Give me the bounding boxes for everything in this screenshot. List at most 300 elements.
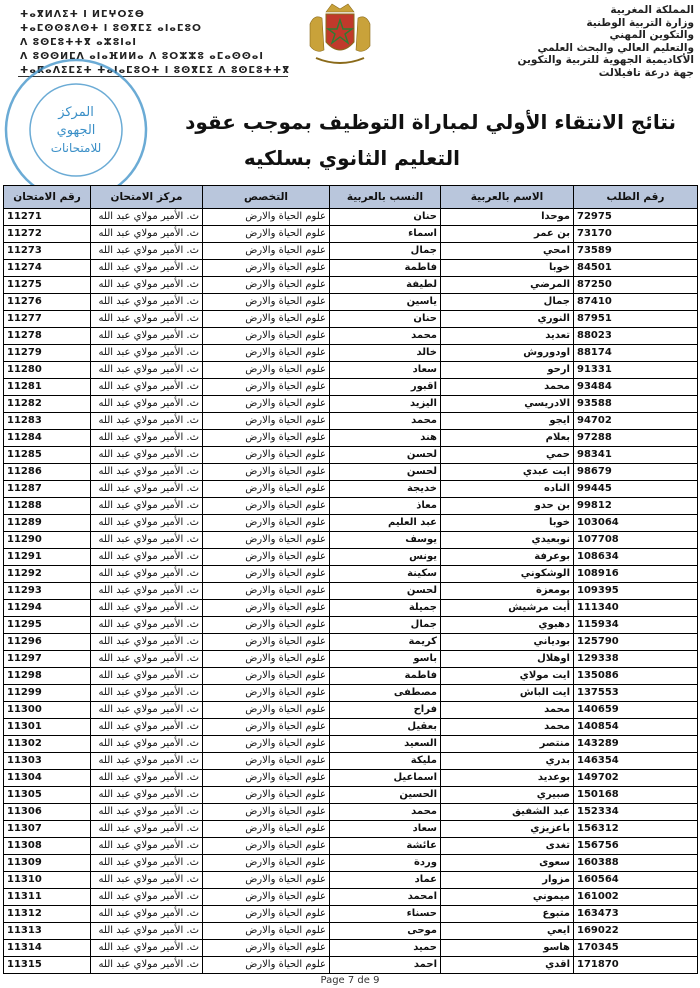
exam-center-cell: ث. الأمير مولاي عبد الله bbox=[91, 634, 203, 651]
exam-center-cell: ث. الأمير مولاي عبد الله bbox=[91, 464, 203, 481]
request-number-cell: 72975 bbox=[574, 209, 698, 226]
ministry-line: والتكوين المهني bbox=[609, 29, 694, 41]
last-name-cell: حنان bbox=[330, 209, 441, 226]
last-name-cell: السعيد bbox=[330, 736, 441, 753]
table-row bbox=[4, 396, 698, 413]
first-name-cell: الوشكوني bbox=[441, 566, 574, 583]
ministry-line: وزارة التربية الوطنية bbox=[586, 16, 694, 29]
first-name-cell: منتصر bbox=[441, 736, 574, 753]
request-number-cell: 107708 bbox=[574, 532, 698, 549]
stamp-text: المركز bbox=[58, 105, 94, 120]
exam-number-cell: 11283 bbox=[4, 413, 91, 430]
exam-number-cell: 11303 bbox=[4, 753, 91, 770]
table-row bbox=[4, 940, 698, 957]
last-name-cell: محمد bbox=[330, 328, 441, 345]
request-number-cell: 125790 bbox=[574, 634, 698, 651]
last-name-cell: الحسين bbox=[330, 787, 441, 804]
last-name-cell: بعقيل bbox=[330, 719, 441, 736]
exam-center-cell: ث. الأمير مولاي عبد الله bbox=[91, 209, 203, 226]
tifinagh-line: ⴷ ⵓⵙⵙⵍⵎⴷ ⴰⵏⴰⴼⵍⵍⴰ ⴷ ⵓⵔⵣⵣⵓ ⴰⵎⴰⵙⵙⴰⵏ bbox=[20, 51, 264, 62]
first-name-cell: تغدى bbox=[441, 838, 574, 855]
last-name-cell: يوسف bbox=[330, 532, 441, 549]
specialty-cell: علوم الحياة والارض bbox=[203, 566, 330, 583]
last-name-cell: عائشة bbox=[330, 838, 441, 855]
exam-center-cell: ث. الأمير مولاي عبد الله bbox=[91, 957, 203, 974]
first-name-cell: صبيري bbox=[441, 787, 574, 804]
specialty-cell: علوم الحياة والارض bbox=[203, 923, 330, 940]
table-row bbox=[4, 311, 698, 328]
table-row bbox=[4, 226, 698, 243]
table-row bbox=[4, 481, 698, 498]
exam-number-cell: 11308 bbox=[4, 838, 91, 855]
exam-center-cell: ث. الأمير مولاي عبد الله bbox=[91, 872, 203, 889]
last-name-cell: ياسين bbox=[330, 294, 441, 311]
document-title: نتائج الانتقاء الأولي لمباراة التوظيف بموجب عقود bbox=[185, 110, 676, 134]
ministry-line: والتعليم العالي والبحث العلمي bbox=[537, 41, 694, 54]
exam-center-cell: ث. الأمير مولاي عبد الله bbox=[91, 685, 203, 702]
request-number-cell: 88174 bbox=[574, 345, 698, 362]
first-name-cell: ايجو bbox=[441, 413, 574, 430]
exam-number-cell: 11305 bbox=[4, 787, 91, 804]
request-number-cell: 161002 bbox=[574, 889, 698, 906]
last-name-cell: احمد bbox=[330, 957, 441, 974]
exam-number-cell: 11271 bbox=[4, 209, 91, 226]
exam-center-cell: ث. الأمير مولاي عبد الله bbox=[91, 311, 203, 328]
first-name-cell: خوبا bbox=[441, 260, 574, 277]
exam-number-cell: 11296 bbox=[4, 634, 91, 651]
request-number-cell: 140854 bbox=[574, 719, 698, 736]
specialty-cell: علوم الحياة والارض bbox=[203, 430, 330, 447]
exam-center-cell: ث. الأمير مولاي عبد الله bbox=[91, 532, 203, 549]
exam-number-cell: 11280 bbox=[4, 362, 91, 379]
table-body bbox=[4, 209, 698, 974]
last-name-cell: لحسن bbox=[330, 447, 441, 464]
exam-number-cell: 11300 bbox=[4, 702, 91, 719]
table-row bbox=[4, 651, 698, 668]
specialty-cell: علوم الحياة والارض bbox=[203, 379, 330, 396]
specialty-cell: علوم الحياة والارض bbox=[203, 243, 330, 260]
table-row bbox=[4, 617, 698, 634]
specialty-cell: علوم الحياة والارض bbox=[203, 209, 330, 226]
exam-center-cell: ث. الأمير مولاي عبد الله bbox=[91, 413, 203, 430]
specialty-cell: علوم الحياة والارض bbox=[203, 957, 330, 974]
request-number-cell: 160388 bbox=[574, 855, 698, 872]
exam-center-cell: ث. الأمير مولاي عبد الله bbox=[91, 243, 203, 260]
last-name-cell: سعاد bbox=[330, 821, 441, 838]
exam-center-cell: ث. الأمير مولاي عبد الله bbox=[91, 855, 203, 872]
table-row bbox=[4, 532, 698, 549]
ministry-line: المملكة المغربية bbox=[610, 4, 694, 16]
first-name-cell: الناده bbox=[441, 481, 574, 498]
last-name-cell: سكينة bbox=[330, 566, 441, 583]
column-header-request-number: رقم الطلب bbox=[574, 186, 698, 209]
last-name-cell: جمال bbox=[330, 243, 441, 260]
exam-number-cell: 11315 bbox=[4, 957, 91, 974]
exam-number-cell: 11306 bbox=[4, 804, 91, 821]
last-name-cell: خديجة bbox=[330, 481, 441, 498]
exam-center-cell: ث. الأمير مولاي عبد الله bbox=[91, 379, 203, 396]
table-row bbox=[4, 957, 698, 974]
exam-number-cell: 11277 bbox=[4, 311, 91, 328]
first-name-cell: بوعرفة bbox=[441, 549, 574, 566]
specialty-cell: علوم الحياة والارض bbox=[203, 651, 330, 668]
exam-center-cell: ث. الأمير مولاي عبد الله bbox=[91, 345, 203, 362]
table-row bbox=[4, 294, 698, 311]
first-name-cell: دهبوي bbox=[441, 617, 574, 634]
table-row bbox=[4, 277, 698, 294]
request-number-cell: 140659 bbox=[574, 702, 698, 719]
request-number-cell: 111340 bbox=[574, 600, 698, 617]
exam-number-cell: 11276 bbox=[4, 294, 91, 311]
first-name-cell: الادريسي bbox=[441, 396, 574, 413]
table-row bbox=[4, 430, 698, 447]
first-name-cell: بدري bbox=[441, 753, 574, 770]
specialty-cell: علوم الحياة والارض bbox=[203, 872, 330, 889]
table-row bbox=[4, 702, 698, 719]
exam-center-cell: ث. الأمير مولاي عبد الله bbox=[91, 702, 203, 719]
table-row bbox=[4, 872, 698, 889]
first-name-cell: متبوع bbox=[441, 906, 574, 923]
document-header bbox=[0, 0, 700, 180]
last-name-cell: اسماء bbox=[330, 226, 441, 243]
specialty-cell: علوم الحياة والارض bbox=[203, 889, 330, 906]
first-name-cell: تعديد bbox=[441, 328, 574, 345]
request-number-cell: 135086 bbox=[574, 668, 698, 685]
exam-center-cell: ث. الأمير مولاي عبد الله bbox=[91, 821, 203, 838]
request-number-cell: 146354 bbox=[574, 753, 698, 770]
specialty-cell: علوم الحياة والارض bbox=[203, 906, 330, 923]
specialty-cell: علوم الحياة والارض bbox=[203, 498, 330, 515]
table-row bbox=[4, 464, 698, 481]
exam-number-cell: 11313 bbox=[4, 923, 91, 940]
exam-center-cell: ث. الأمير مولاي عبد الله bbox=[91, 719, 203, 736]
exam-center-cell: ث. الأمير مولاي عبد الله bbox=[91, 600, 203, 617]
exam-number-cell: 11281 bbox=[4, 379, 91, 396]
specialty-cell: علوم الحياة والارض bbox=[203, 855, 330, 872]
table-row bbox=[4, 770, 698, 787]
exam-center-cell: ث. الأمير مولاي عبد الله bbox=[91, 515, 203, 532]
exam-number-cell: 11282 bbox=[4, 396, 91, 413]
last-name-cell: محمد bbox=[330, 804, 441, 821]
table-row bbox=[4, 498, 698, 515]
exam-center-cell: ث. الأمير مولاي عبد الله bbox=[91, 328, 203, 345]
exam-number-cell: 11304 bbox=[4, 770, 91, 787]
table-row bbox=[4, 583, 698, 600]
request-number-cell: 108634 bbox=[574, 549, 698, 566]
table-row bbox=[4, 804, 698, 821]
first-name-cell: هاسو bbox=[441, 940, 574, 957]
last-name-cell: عبد العليم bbox=[330, 515, 441, 532]
exam-center-cell: ث. الأمير مولاي عبد الله bbox=[91, 226, 203, 243]
stamp-text: الجهوي bbox=[56, 123, 96, 138]
table-row bbox=[4, 821, 698, 838]
first-name-cell: اقدي bbox=[441, 957, 574, 974]
exam-center-cell: ث. الأمير مولاي عبد الله bbox=[91, 583, 203, 600]
table-row bbox=[4, 447, 698, 464]
exam-number-cell: 11279 bbox=[4, 345, 91, 362]
first-name-cell: بن عمر bbox=[441, 226, 574, 243]
request-number-cell: 84501 bbox=[574, 260, 698, 277]
request-number-cell: 91331 bbox=[574, 362, 698, 379]
last-name-cell: موحى bbox=[330, 923, 441, 940]
exam-number-cell: 11275 bbox=[4, 277, 91, 294]
exam-number-cell: 11302 bbox=[4, 736, 91, 753]
exam-number-cell: 11297 bbox=[4, 651, 91, 668]
request-number-cell: 87951 bbox=[574, 311, 698, 328]
specialty-cell: علوم الحياة والارض bbox=[203, 583, 330, 600]
request-number-cell: 169022 bbox=[574, 923, 698, 940]
request-number-cell: 94702 bbox=[574, 413, 698, 430]
request-number-cell: 129338 bbox=[574, 651, 698, 668]
request-number-cell: 99445 bbox=[574, 481, 698, 498]
exam-number-cell: 11272 bbox=[4, 226, 91, 243]
request-number-cell: 163473 bbox=[574, 906, 698, 923]
request-number-cell: 98341 bbox=[574, 447, 698, 464]
specialty-cell: علوم الحياة والارض bbox=[203, 294, 330, 311]
first-name-cell: باعزيزي bbox=[441, 821, 574, 838]
specialty-cell: علوم الحياة والارض bbox=[203, 328, 330, 345]
specialty-cell: علوم الحياة والارض bbox=[203, 719, 330, 736]
request-number-cell: 171870 bbox=[574, 957, 698, 974]
first-name-cell: مزوار bbox=[441, 872, 574, 889]
table-row bbox=[4, 736, 698, 753]
last-name-cell: محمد bbox=[330, 413, 441, 430]
request-number-cell: 170345 bbox=[574, 940, 698, 957]
first-name-cell: بعلام bbox=[441, 430, 574, 447]
table-row bbox=[4, 668, 698, 685]
last-name-cell: معاذ bbox=[330, 498, 441, 515]
table-row bbox=[4, 209, 698, 226]
specialty-cell: علوم الحياة والارض bbox=[203, 702, 330, 719]
table-row bbox=[4, 906, 698, 923]
column-header-exam-number: رقم الامتحان bbox=[4, 186, 91, 209]
last-name-cell: خالد bbox=[330, 345, 441, 362]
exam-center-cell: ث. الأمير مولاي عبد الله bbox=[91, 481, 203, 498]
request-number-cell: 88023 bbox=[574, 328, 698, 345]
table-row bbox=[4, 260, 698, 277]
specialty-cell: علوم الحياة والارض bbox=[203, 600, 330, 617]
table-row bbox=[4, 379, 698, 396]
exam-center-cell: ث. الأمير مولاي عبد الله bbox=[91, 277, 203, 294]
last-name-cell: وردة bbox=[330, 855, 441, 872]
specialty-cell: علوم الحياة والارض bbox=[203, 634, 330, 651]
exam-center-cell: ث. الأمير مولاي عبد الله bbox=[91, 498, 203, 515]
specialty-cell: علوم الحياة والارض bbox=[203, 345, 330, 362]
exam-number-cell: 11290 bbox=[4, 532, 91, 549]
last-name-cell: حنان bbox=[330, 311, 441, 328]
first-name-cell: محمد bbox=[441, 719, 574, 736]
specialty-cell: علوم الحياة والارض bbox=[203, 311, 330, 328]
last-name-cell: جميلة bbox=[330, 600, 441, 617]
request-number-cell: 143289 bbox=[574, 736, 698, 753]
last-name-cell: جمال bbox=[330, 617, 441, 634]
last-name-cell: عماد bbox=[330, 872, 441, 889]
specialty-cell: علوم الحياة والارض bbox=[203, 362, 330, 379]
exam-center-cell: ث. الأمير مولاي عبد الله bbox=[91, 362, 203, 379]
first-name-cell: بودياني bbox=[441, 634, 574, 651]
column-header-last-name: النسب بالعربية bbox=[330, 186, 441, 209]
specialty-cell: علوم الحياة والارض bbox=[203, 668, 330, 685]
exam-center-cell: ث. الأمير مولاي عبد الله bbox=[91, 906, 203, 923]
last-name-cell: يونس bbox=[330, 549, 441, 566]
last-name-cell: اليزيد bbox=[330, 396, 441, 413]
table-row bbox=[4, 345, 698, 362]
table-header-row bbox=[4, 186, 698, 209]
request-number-cell: 108916 bbox=[574, 566, 698, 583]
first-name-cell: ارحو bbox=[441, 362, 574, 379]
exam-center-cell: ث. الأمير مولاي عبد الله bbox=[91, 430, 203, 447]
stamp-text: للامتحانات bbox=[50, 141, 102, 155]
request-number-cell: 73589 bbox=[574, 243, 698, 260]
page-number: Page 7 de 9 bbox=[320, 975, 380, 986]
exam-center-cell: ث. الأمير مولاي عبد الله bbox=[91, 753, 203, 770]
first-name-cell: خوبا bbox=[441, 515, 574, 532]
table-row bbox=[4, 838, 698, 855]
exam-number-cell: 11278 bbox=[4, 328, 91, 345]
exam-center-cell: ث. الأمير مولاي عبد الله bbox=[91, 889, 203, 906]
last-name-cell: فراح bbox=[330, 702, 441, 719]
last-name-cell: مصطفى bbox=[330, 685, 441, 702]
first-name-cell: عبد الشفيق bbox=[441, 804, 574, 821]
exam-center-cell: ث. الأمير مولاي عبد الله bbox=[91, 294, 203, 311]
table-row bbox=[4, 413, 698, 430]
first-name-cell: ايعي bbox=[441, 923, 574, 940]
first-name-cell: موحدا bbox=[441, 209, 574, 226]
exam-number-cell: 11299 bbox=[4, 685, 91, 702]
specialty-cell: علوم الحياة والارض bbox=[203, 770, 330, 787]
specialty-cell: علوم الحياة والارض bbox=[203, 481, 330, 498]
first-name-cell: اودوروش bbox=[441, 345, 574, 362]
first-name-cell: سعوى bbox=[441, 855, 574, 872]
tifinagh-line: ⴷ ⵓⵙⵎⵓⵜⵜⴳ ⴰⵣⵓⵏⴰⵏ bbox=[20, 37, 137, 48]
exam-number-cell: 11289 bbox=[4, 515, 91, 532]
first-name-cell: ميموني bbox=[441, 889, 574, 906]
table-row bbox=[4, 787, 698, 804]
first-name-cell: النوري bbox=[441, 311, 574, 328]
table-row bbox=[4, 889, 698, 906]
first-name-cell: جمال bbox=[441, 294, 574, 311]
exam-number-cell: 11292 bbox=[4, 566, 91, 583]
last-name-cell: مليكة bbox=[330, 753, 441, 770]
first-name-cell: بن حدو bbox=[441, 498, 574, 515]
column-header-exam-center: مركز الامتحان bbox=[91, 186, 203, 209]
last-name-cell: امحمد bbox=[330, 889, 441, 906]
exam-center-cell: ث. الأمير مولاي عبد الله bbox=[91, 736, 203, 753]
first-name-cell: ايت عبدي bbox=[441, 464, 574, 481]
request-number-cell: 137553 bbox=[574, 685, 698, 702]
table-row bbox=[4, 855, 698, 872]
first-name-cell: بومعزة bbox=[441, 583, 574, 600]
request-number-cell: 115934 bbox=[574, 617, 698, 634]
table-row bbox=[4, 753, 698, 770]
exam-number-cell: 11294 bbox=[4, 600, 91, 617]
request-number-cell: 150168 bbox=[574, 787, 698, 804]
first-name-cell: امحي bbox=[441, 243, 574, 260]
specialty-cell: علوم الحياة والارض bbox=[203, 532, 330, 549]
tifinagh-line: ⵜⴰⵎⵙⵙⵓⴷⵙⵜ ⵏ ⵓⵙⴳⵎⵉ ⴰⵏⴰⵎⵓⵔ bbox=[20, 23, 202, 34]
last-name-cell: فاطمة bbox=[330, 260, 441, 277]
exam-center-cell: ث. الأمير مولاي عبد الله bbox=[91, 787, 203, 804]
request-number-cell: 87410 bbox=[574, 294, 698, 311]
specialty-cell: علوم الحياة والارض bbox=[203, 821, 330, 838]
specialty-cell: علوم الحياة والارض bbox=[203, 226, 330, 243]
first-name-cell: ايت مولاي bbox=[441, 668, 574, 685]
exam-center-cell: ث. الأمير مولاي عبد الله bbox=[91, 923, 203, 940]
specialty-cell: علوم الحياة والارض bbox=[203, 396, 330, 413]
request-number-cell: 87250 bbox=[574, 277, 698, 294]
request-number-cell: 109395 bbox=[574, 583, 698, 600]
table-row bbox=[4, 243, 698, 260]
column-header-first-name: الاسم بالعربية bbox=[441, 186, 574, 209]
specialty-cell: علوم الحياة والارض bbox=[203, 804, 330, 821]
request-number-cell: 156756 bbox=[574, 838, 698, 855]
first-name-cell: حمي bbox=[441, 447, 574, 464]
request-number-cell: 93484 bbox=[574, 379, 698, 396]
request-number-cell: 149702 bbox=[574, 770, 698, 787]
exam-center-cell: ث. الأمير مولاي عبد الله bbox=[91, 770, 203, 787]
ministry-header-arabic bbox=[444, 4, 694, 79]
exam-center-cell: ث. الأمير مولاي عبد الله bbox=[91, 838, 203, 855]
table-row bbox=[4, 362, 698, 379]
exam-center-cell: ث. الأمير مولاي عبد الله bbox=[91, 651, 203, 668]
exam-number-cell: 11295 bbox=[4, 617, 91, 634]
ministry-line: الأكاديمية الجهوية للتربية والتكوين bbox=[517, 54, 694, 66]
exam-number-cell: 11284 bbox=[4, 430, 91, 447]
last-name-cell: لطيفة bbox=[330, 277, 441, 294]
moroccan-coat-of-arms-icon bbox=[300, 2, 380, 72]
last-name-cell: كريمة bbox=[330, 634, 441, 651]
table-row bbox=[4, 549, 698, 566]
first-name-cell: أيت مرشيش bbox=[441, 600, 574, 617]
exam-number-cell: 11312 bbox=[4, 906, 91, 923]
first-name-cell: المرضي bbox=[441, 277, 574, 294]
exam-center-cell: ث. الأمير مولاي عبد الله bbox=[91, 260, 203, 277]
specialty-cell: علوم الحياة والارض bbox=[203, 617, 330, 634]
request-number-cell: 93588 bbox=[574, 396, 698, 413]
exam-number-cell: 11293 bbox=[4, 583, 91, 600]
specialty-cell: علوم الحياة والارض bbox=[203, 940, 330, 957]
exam-number-cell: 11274 bbox=[4, 260, 91, 277]
exam-number-cell: 11307 bbox=[4, 821, 91, 838]
exam-center-cell: ث. الأمير مولاي عبد الله bbox=[91, 396, 203, 413]
last-name-cell: سعاد bbox=[330, 362, 441, 379]
table-row bbox=[4, 685, 698, 702]
exam-center-cell: ث. الأمير مولاي عبد الله bbox=[91, 804, 203, 821]
request-number-cell: 99812 bbox=[574, 498, 698, 515]
exam-number-cell: 11291 bbox=[4, 549, 91, 566]
request-number-cell: 160564 bbox=[574, 872, 698, 889]
results-table bbox=[3, 185, 698, 974]
exam-number-cell: 11309 bbox=[4, 855, 91, 872]
specialty-cell: علوم الحياة والارض bbox=[203, 260, 330, 277]
table-row bbox=[4, 600, 698, 617]
table-row bbox=[4, 566, 698, 583]
request-number-cell: 152334 bbox=[574, 804, 698, 821]
exam-center-cell: ث. الأمير مولاي عبد الله bbox=[91, 940, 203, 957]
request-number-cell: 97288 bbox=[574, 430, 698, 447]
table-row bbox=[4, 634, 698, 651]
exam-number-cell: 11314 bbox=[4, 940, 91, 957]
table-row bbox=[4, 328, 698, 345]
first-name-cell: نوبعيدي bbox=[441, 532, 574, 549]
last-name-cell: لحسن bbox=[330, 583, 441, 600]
specialty-cell: علوم الحياة والارض bbox=[203, 685, 330, 702]
column-header-specialty: التخصص bbox=[203, 186, 330, 209]
document-subtitle: التعليم الثانوي بسلكيه bbox=[243, 146, 460, 170]
specialty-cell: علوم الحياة والارض bbox=[203, 413, 330, 430]
request-number-cell: 156312 bbox=[574, 821, 698, 838]
specialty-cell: علوم الحياة والارض bbox=[203, 277, 330, 294]
